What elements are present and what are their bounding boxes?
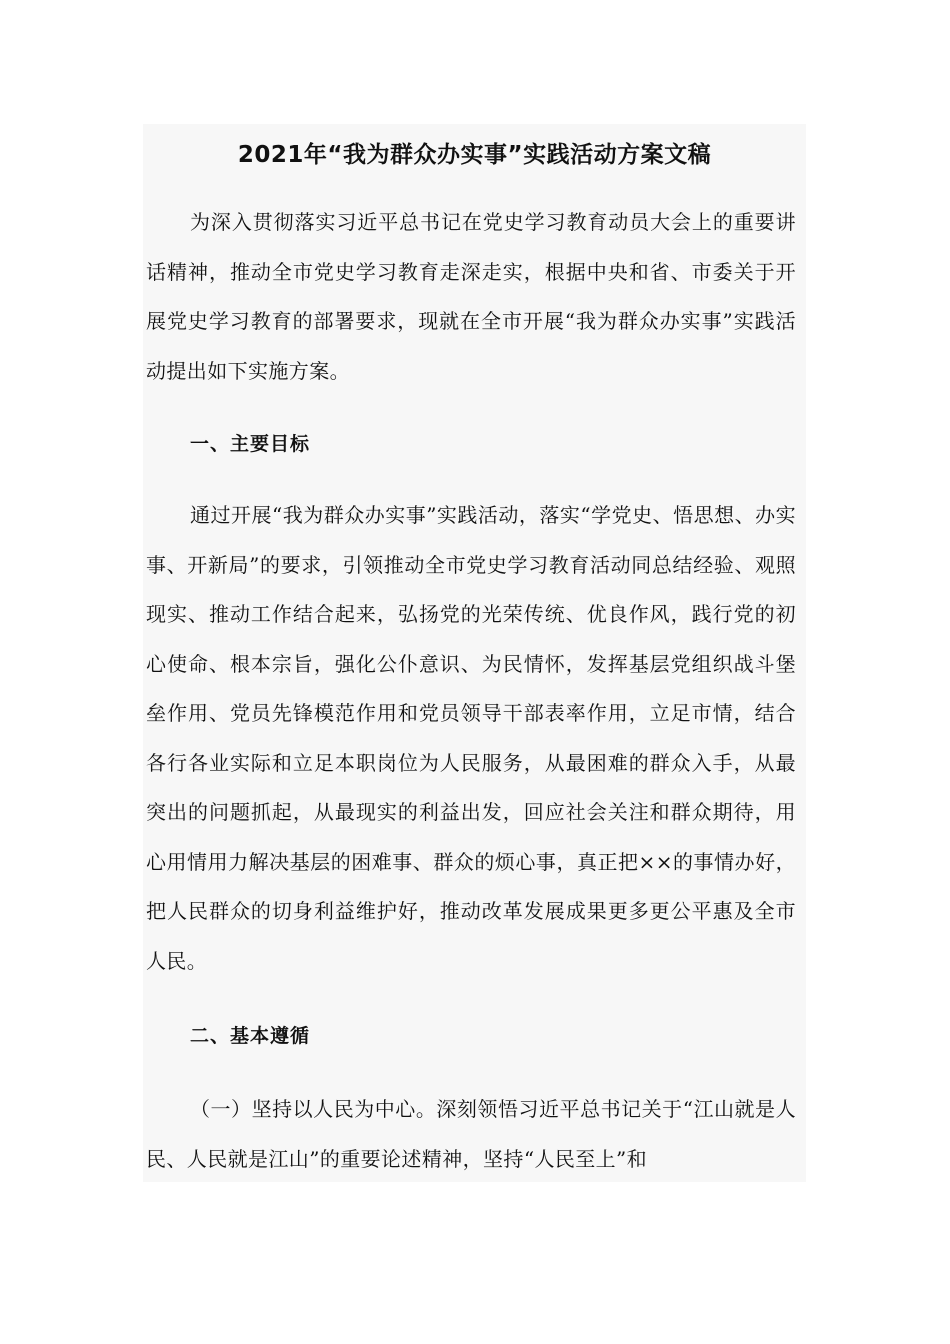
section-heading-basic-principles: 二、基本遵循 [190, 1025, 311, 1047]
document-title: 2021年“我为群众办实事”实践活动方案文稿 [237, 142, 712, 168]
section-heading-main-goals: 一、主要目标 [190, 433, 311, 455]
main-goals-paragraph: 通过开展“我为群众办实事”实践活动，落实“学党史、悟思想、办实事、开新局”的要求，引领推动全市党史学习教育活动同总结经验、观照现实、推动工作结合起来，弘扬党的光荣传统、优良作风，践行党的初心使命、根本宗旨，强化公仆意识、为民情怀，发挥基层党组织战斗堡垒作用、党员先锋模范作用和党员领导干部表率作用，立足市情，结合各行各业实际和立足本职岗位为人民服务，从最困难的群众入手，从最突出的问题抓起，从最现实的利益出发，回应社会关注和群众期待，用心用情用力解决基层的困难事、群众的烦心事，真正把××的事情办好，把人民群众的切身利益维护好，推动改革发展成果更多更公平惠及全市人民。 [146, 503, 796, 973]
basic-principles-paragraph: （一）坚持以人民为中心。深刻领悟习近平总书记关于“江山就是人民、人民就是江山”的重要论述精神，坚持“人民至上”和 [146, 1097, 796, 1171]
intro-paragraph: 为深入贯彻落实习近平总书记在党史学习教育动员大会上的重要讲话精神，推动全市党史学习教育走深走实，根据中央和省、市委关于开展党史学习教育的部署要求，现就在全市开展“我为群众办实事”实践活动提出如下实施方案。 [146, 210, 796, 383]
